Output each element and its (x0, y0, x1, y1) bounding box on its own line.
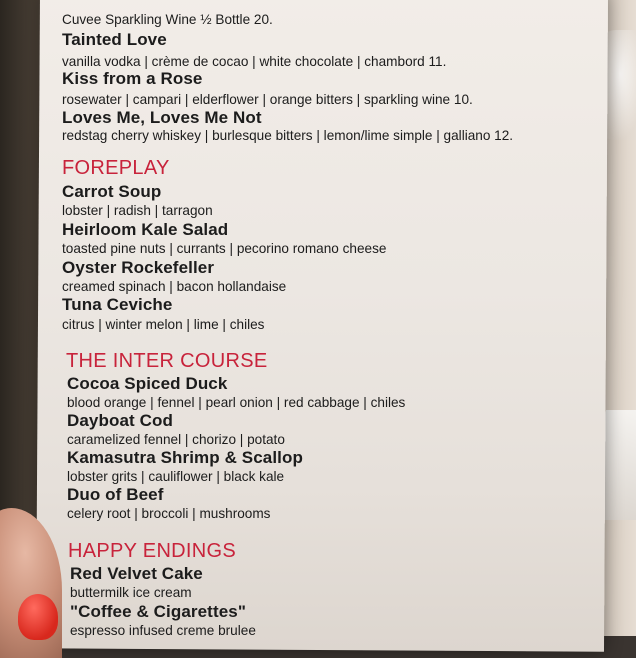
dish-desc: lobster grits | cauliflower | black kale (67, 469, 285, 484)
section-title: THE INTER COURSE (66, 350, 268, 372)
cocktail-desc: rosewater | campari | elderflower | orange bitters | sparkling wine 10. (62, 92, 473, 107)
dish-desc: caramelized fennel | chorizo | potato (67, 432, 285, 447)
dish-name: Oyster Rockefeller (62, 258, 215, 277)
dish-desc: espresso infused creme brulee (70, 623, 256, 638)
dish-name: Heirloom Kale Salad (62, 220, 229, 239)
dish-name: Carrot Soup (62, 182, 162, 201)
cocktail-name: Kiss from a Rose (62, 69, 203, 88)
dish-name: Dayboat Cod (67, 411, 173, 430)
dish-desc: lobster | radish | tarragon (62, 203, 213, 218)
dish-desc: buttermilk ice cream (70, 585, 192, 600)
dish-desc: creamed spinach | bacon hollandaise (62, 279, 287, 294)
cocktail-desc: redstag cherry whiskey | burlesque bitters | lemon/lime simple | galliano 12. (62, 128, 514, 143)
dish-desc: blood orange | fennel | pearl onion | red cabbage | chiles (67, 395, 406, 410)
cocktail-name: Loves Me, Loves Me Not (62, 108, 262, 127)
cocktail-name: Tainted Love (62, 30, 167, 49)
red-fingernail (18, 594, 58, 640)
dish-name: Kamasutra Shrimp & Scallop (67, 448, 303, 467)
cocktail-desc: vanilla vodka | crème de cocao | white chocolate | chambord 11. (62, 54, 447, 69)
section-title: HAPPY ENDINGS (68, 540, 237, 562)
dish-desc: toasted pine nuts | currants | pecorino romano cheese (62, 241, 387, 256)
dish-name: Duo of Beef (67, 485, 164, 504)
dish-desc: celery root | broccoli | mushrooms (67, 506, 271, 521)
section-title: FOREPLAY (62, 157, 170, 179)
menu-item-desc: Cuvee Sparkling Wine ½ Bottle 20. (62, 12, 273, 27)
dish-name: Cocoa Spiced Duck (67, 374, 228, 393)
dish-name: Tuna Ceviche (62, 295, 173, 314)
dish-name: "Coffee & Cigarettes" (70, 602, 246, 621)
dish-name: Red Velvet Cake (70, 564, 203, 583)
dish-desc: citrus | winter melon | lime | chiles (62, 317, 265, 332)
